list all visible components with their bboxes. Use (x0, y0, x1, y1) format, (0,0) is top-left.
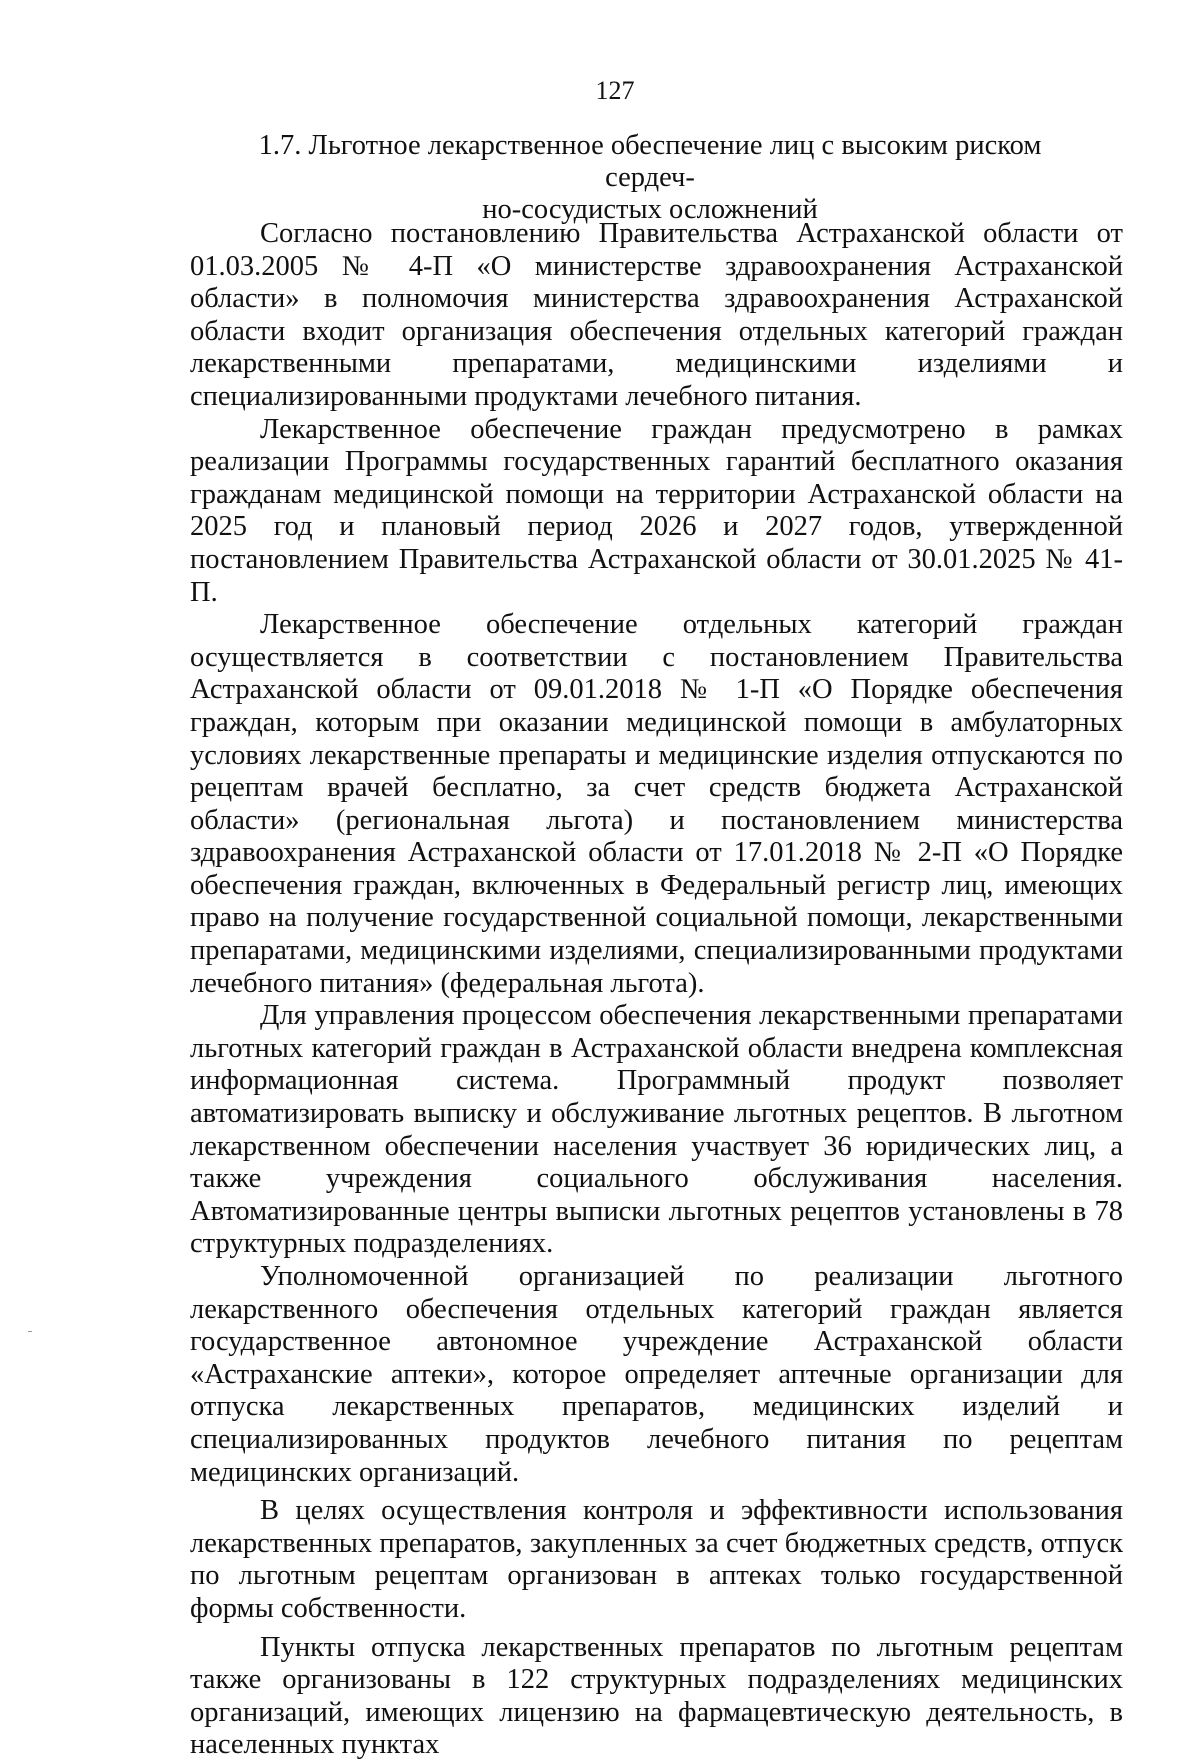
paragraph-5: Уполномоченной организацией по реализации льготного лекарственного обеспечения отдельных категорий граждан является государственное автономное учреждение Астраханской области «Астраханские аптеки», которое определяет аптечные организации для отпуска лекарственных препаратов, медицинских изделий и специализированных продуктов лечебного питания по рецептам медицинских организаций. (190, 1261, 1123, 1488)
paragraph-7: Пункты отпуска лекарственных препаратов по льготным рецептам также организованы в 122 структурных подразделениях медицинских организаций, имеющих лицензию на фармацевтическую деятельность, в населенных пунктах (190, 1631, 1123, 1761)
page-number: 127 (595, 76, 635, 105)
section-heading (220, 130, 1080, 226)
body-text (190, 218, 1123, 1762)
paragraph-1: Согласно постановлению Правительства Астраханской области от 01.03.2005 № 4-П «О министерстве здравоохранения Астраханской области» в полномочия министерства здравоохранения Астраханской области входит организация обеспечения отдельных категорий граждан лекарственными препаратами, медицинскими изделиями и специализированными продуктами лечебного питания. (190, 218, 1123, 412)
paragraph-3: Лекарственное обеспечение отдельных категорий граждан осуществляется в соответствии с постановлением Правительства Астраханской области от 09.01.2018 № 1-П «О Порядке обеспечения граждан, которым при оказании медицинской помощи в амбулаторных условиях лекарственные препараты и медицинские изделия отпускаются по рецептам врачей бесплатно, за счет средств бюджета Астраханской области» (региональная льгота) и постановлением министерства здравоохранения Астраханской области от 17.01.2018 № 2-П «О Порядке обеспечения граждан, включенных в Федеральный регистр лиц, имеющих право на получение государственной социальной помощи, лекарственными препаратами, медицинскими изделиями, специализированными продуктами лечебного питания» (федеральная льгота). (190, 609, 1123, 999)
scan-speck (28, 1331, 32, 1332)
paragraph-2: Лекарственное обеспечение граждан предусмотрено в рамках реализации Программы государственных гарантий бесплатного оказания гражданам медицинской помощи на территории Астраханской области на 2025 год и плановый период 2026 и 2027 годов, утвержденной постановлением Правительства Астраханской области от 30.01.2025 № 41-П. (190, 413, 1123, 608)
section-heading-line-1: 1.7. Льготное лекарственное обеспечение лиц с высоким риском сердеч- (258, 130, 1042, 193)
paragraph-6: В целях осуществления контроля и эффективности использования лекарственных препаратов, закупленных за счет бюджетных средств, отпуск по льготным рецептам организован в аптеках только государственной формы собственности. (190, 1495, 1123, 1624)
paragraph-4: Для управления процессом обеспечения лекарственными препаратами льготных категорий граждан в Астраханской области внедрена комплексная информационная система. Программный продукт позволяет автоматизировать выписку и обслуживание льготных рецептов. В льготном лекарственном обеспечении населения участвует 36 юридических лиц, а также учреждения социального обслуживания населения. Автоматизированные центры выписки льготных рецептов установлены в 78 структурных подразделениях. (190, 1000, 1123, 1260)
section-heading-line-2: но-сосудистых осложнений (482, 194, 818, 225)
